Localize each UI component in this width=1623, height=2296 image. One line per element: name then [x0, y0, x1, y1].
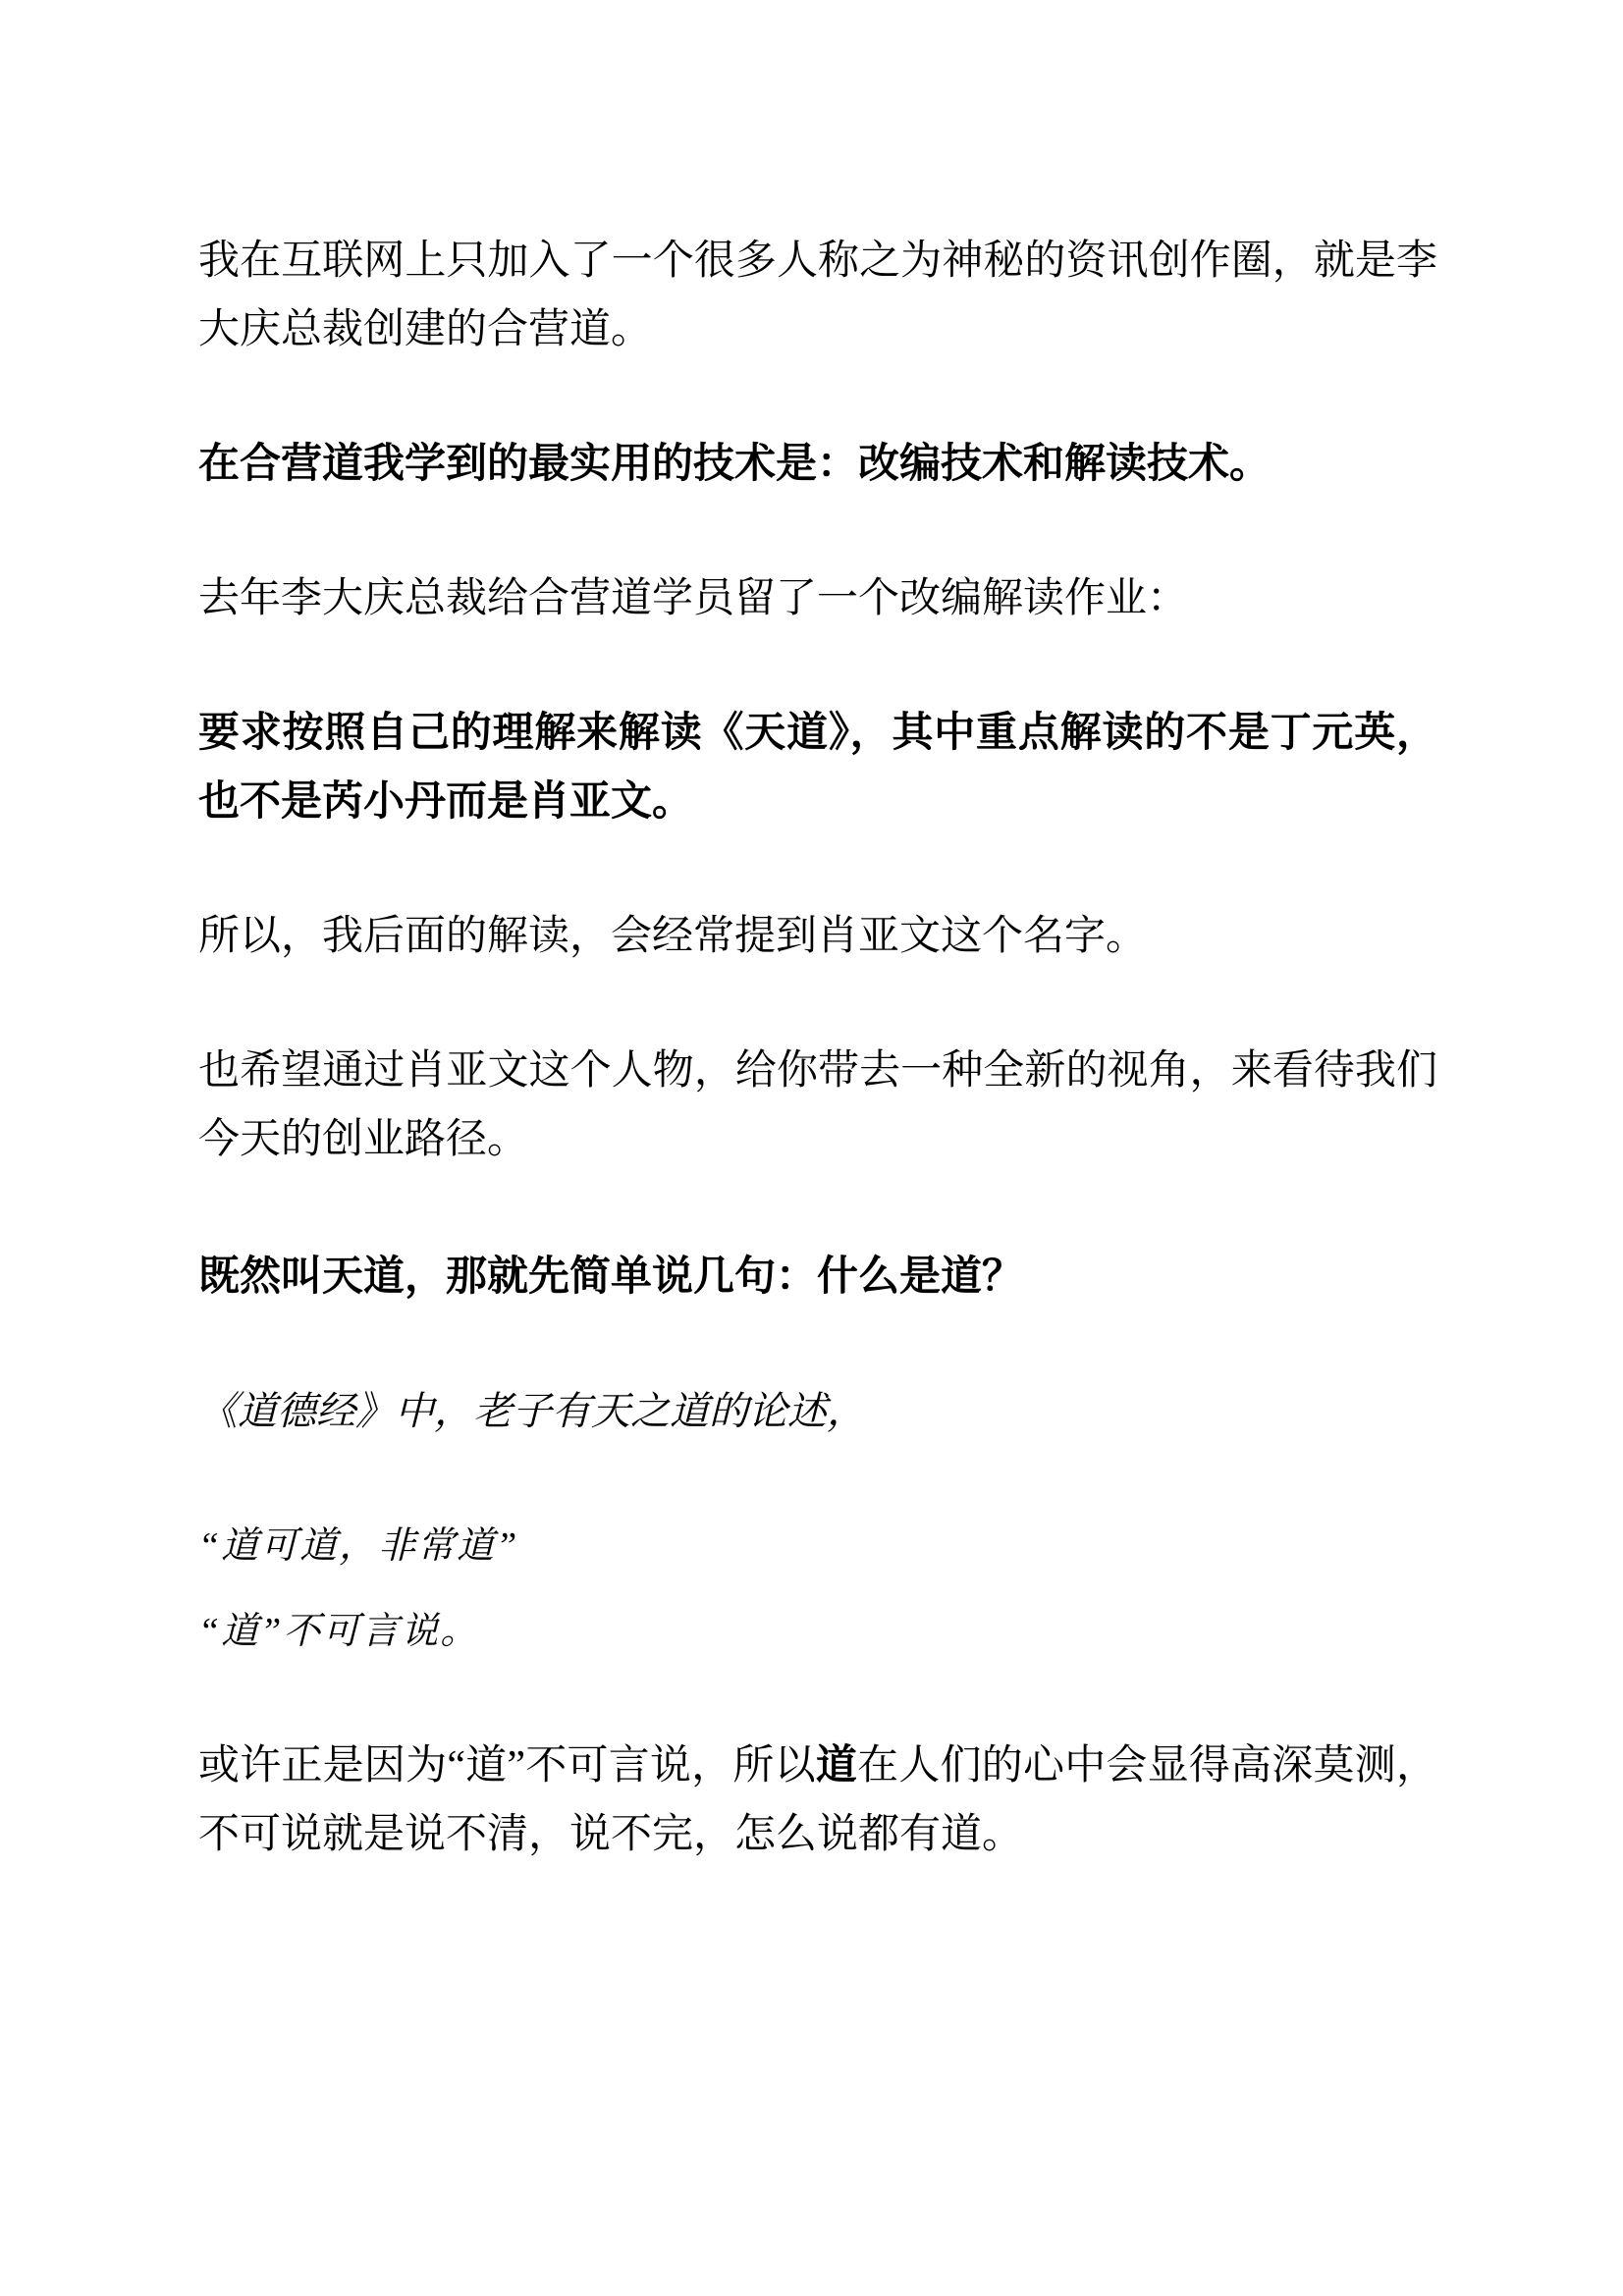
quote-line-2: “道”不可言说。: [198, 1611, 480, 1652]
closing-text-before: 或许正是因为“道”不可言说，所以: [198, 1743, 816, 1789]
quote-line-1: “道可道，非常道”: [198, 1525, 519, 1567]
closing-text-after: 在人们的心中会显得高深莫测，不可说就是说不清，说不完，怎么说都有道。: [198, 1743, 1437, 1857]
document-body: [198, 227, 1437, 1935]
paragraph-closing: [198, 1732, 1437, 1869]
paragraph-homework: 去年李大庆总裁给合营道学员留了一个改编解读作业：: [198, 576, 1189, 621]
paragraph-mention-name: 所以，我后面的解读，会经常提到肖亚文这个名字。: [198, 914, 1148, 959]
quote-block: [198, 1512, 1437, 1666]
closing-bold-dao: 道: [815, 1743, 858, 1789]
paragraph-new-perspective: 也希望通过肖亚文这个人物，给你带去一种全新的视角，来看待我们今天的创业路径。: [198, 1048, 1437, 1162]
paragraph-key-skills-bold: 在合营道我学到的最实用的技术是：改编技术和解读技术。: [198, 442, 1271, 487]
paragraph-assignment-bold: 要求按照自己的理解来解读《天道》，其中重点解读的不是丁元英，也不是芮小丹而是肖亚文。: [198, 711, 1437, 825]
paragraph-daodejing-italic: 《道德经》中，老子有天之道的论述，: [198, 1389, 866, 1433]
section-heading-what-is-dao: 既然叫天道，那就先简单说几句：什么是道？: [198, 1255, 1024, 1300]
paragraph-intro: 我在互联网上只加入了一个很多人称之为神秘的资讯创作圈，就是李大庆总裁创建的合营道。: [198, 239, 1437, 352]
